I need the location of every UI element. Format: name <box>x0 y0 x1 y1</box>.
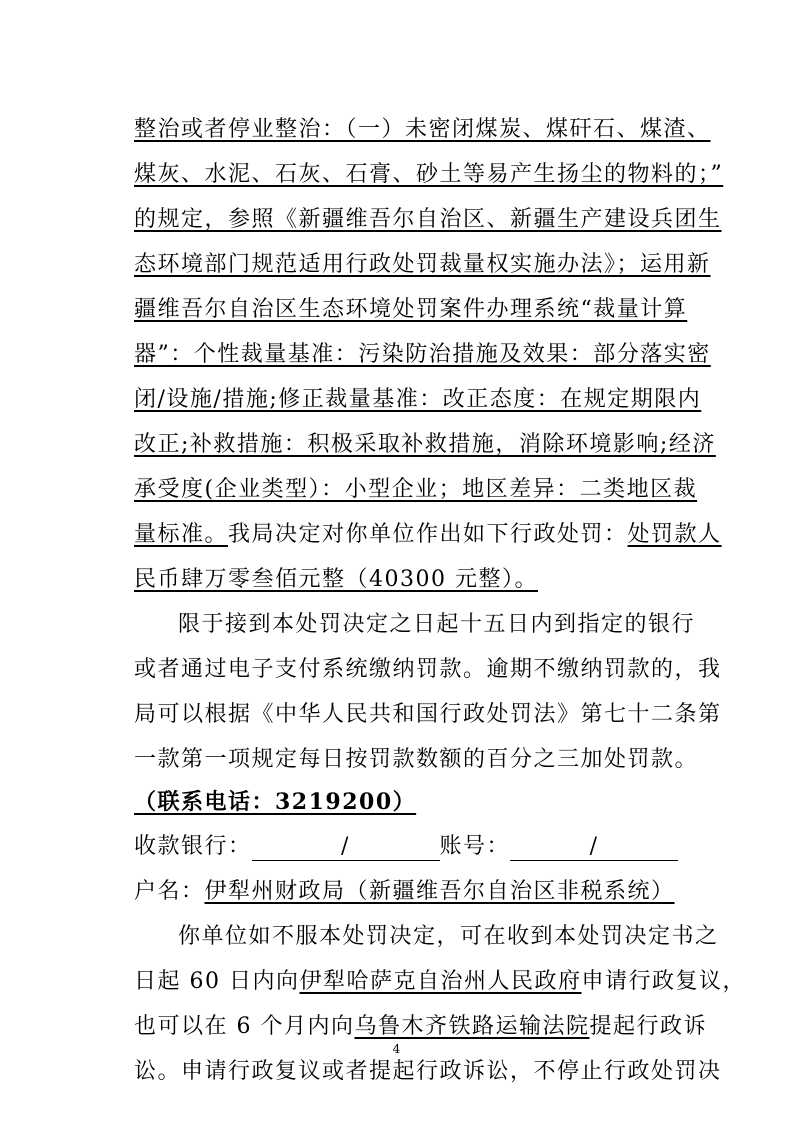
body-line-7: 闭/设施/措施;修正裁量基准：改正态度：在规定期限内 <box>134 387 702 412</box>
body-line-1: 整治或者停业整治：（一）未密闭煤炭、煤矸石、煤渣、 <box>134 117 711 142</box>
body-line-10 <box>134 520 722 550</box>
body-line-8: 改正;补救措施：积极采取补救措施，消除环境影响;经济 <box>134 432 716 457</box>
body-line-6: 器”：个性裁量基准：污染防治措施及效果：部分落实密 <box>134 342 711 367</box>
reconsideration-authority: 伊犁哈萨克自治州人民政府 <box>299 969 582 994</box>
body-line-4: 态环境部门规范适用行政处罚裁量权实施办法》；运用新 <box>134 252 711 277</box>
payment-line-2: 或者通过电子支付系统缴纳罚款。逾期不缴纳罚款的，我 <box>134 657 722 682</box>
payment-line-1: 限于接到本处罚决定之日起十五日内到指定的银行 <box>178 612 696 637</box>
payee-row <box>134 877 675 907</box>
contact-phone: （联系电话：3219200） <box>134 789 417 815</box>
penalty-amount: 民币肆万零叁佰元整（40300 元整）。 <box>134 567 538 592</box>
decision-text: 我局决定对你单位作出如下行政处罚： <box>228 522 628 547</box>
appeal-line-3: 也可以在 6 个月内向乌鲁木齐铁路运输法院提起行政诉 <box>134 1014 708 1039</box>
payment-line-4: 一款第一项规定每日按罚款数额的百分之三加处罚款。 <box>134 747 699 772</box>
body-line-9: 承受度(企业类型）：小型企业；地区差异：二类地区裁 <box>134 477 698 502</box>
payment-line-3: 局可以根据《中华人民共和国行政处罚法》第七十二条第 <box>134 702 722 727</box>
bank-account-row <box>134 832 662 862</box>
appeal-line-4: 讼。申请行政复议或者提起行政诉讼，不停止行政处罚决 <box>134 1059 722 1084</box>
account-label: 账号： <box>439 834 511 859</box>
appeal-line-2: 日起 60 日内向伊犁哈萨克自治州人民政府申请行政复议， <box>134 969 747 994</box>
standard-text: 量标准。 <box>134 522 229 547</box>
body-line-2: 煤灰、水泥、石灰、石膏、砂土等易产生扬尘的物料的；” <box>134 162 724 187</box>
payee-value: 伊犁州财政局（新疆维吾尔自治区非税系统） <box>204 879 675 904</box>
account-value: / <box>510 834 678 861</box>
bank-label: 收款银行： <box>134 834 252 859</box>
body-line-11 <box>134 565 662 595</box>
page-number: 4 <box>392 1042 401 1056</box>
bank-value: / <box>252 834 440 861</box>
penalty-text-start: 处罚款人 <box>627 522 722 547</box>
appeal-line-1: 你单位如不服本处罚决定，可在收到本处罚决定书之 <box>178 924 719 949</box>
body-line-3: 的规定，参照《新疆维吾尔自治区、新疆生产建设兵团生 <box>134 207 722 232</box>
payee-label: 户名： <box>134 879 205 904</box>
court-name: 乌鲁木齐铁路运输法院 <box>354 1014 590 1039</box>
body-line-5: 疆维吾尔自治区生态环境处罚案件办理系统“裁量计算 <box>134 297 688 322</box>
